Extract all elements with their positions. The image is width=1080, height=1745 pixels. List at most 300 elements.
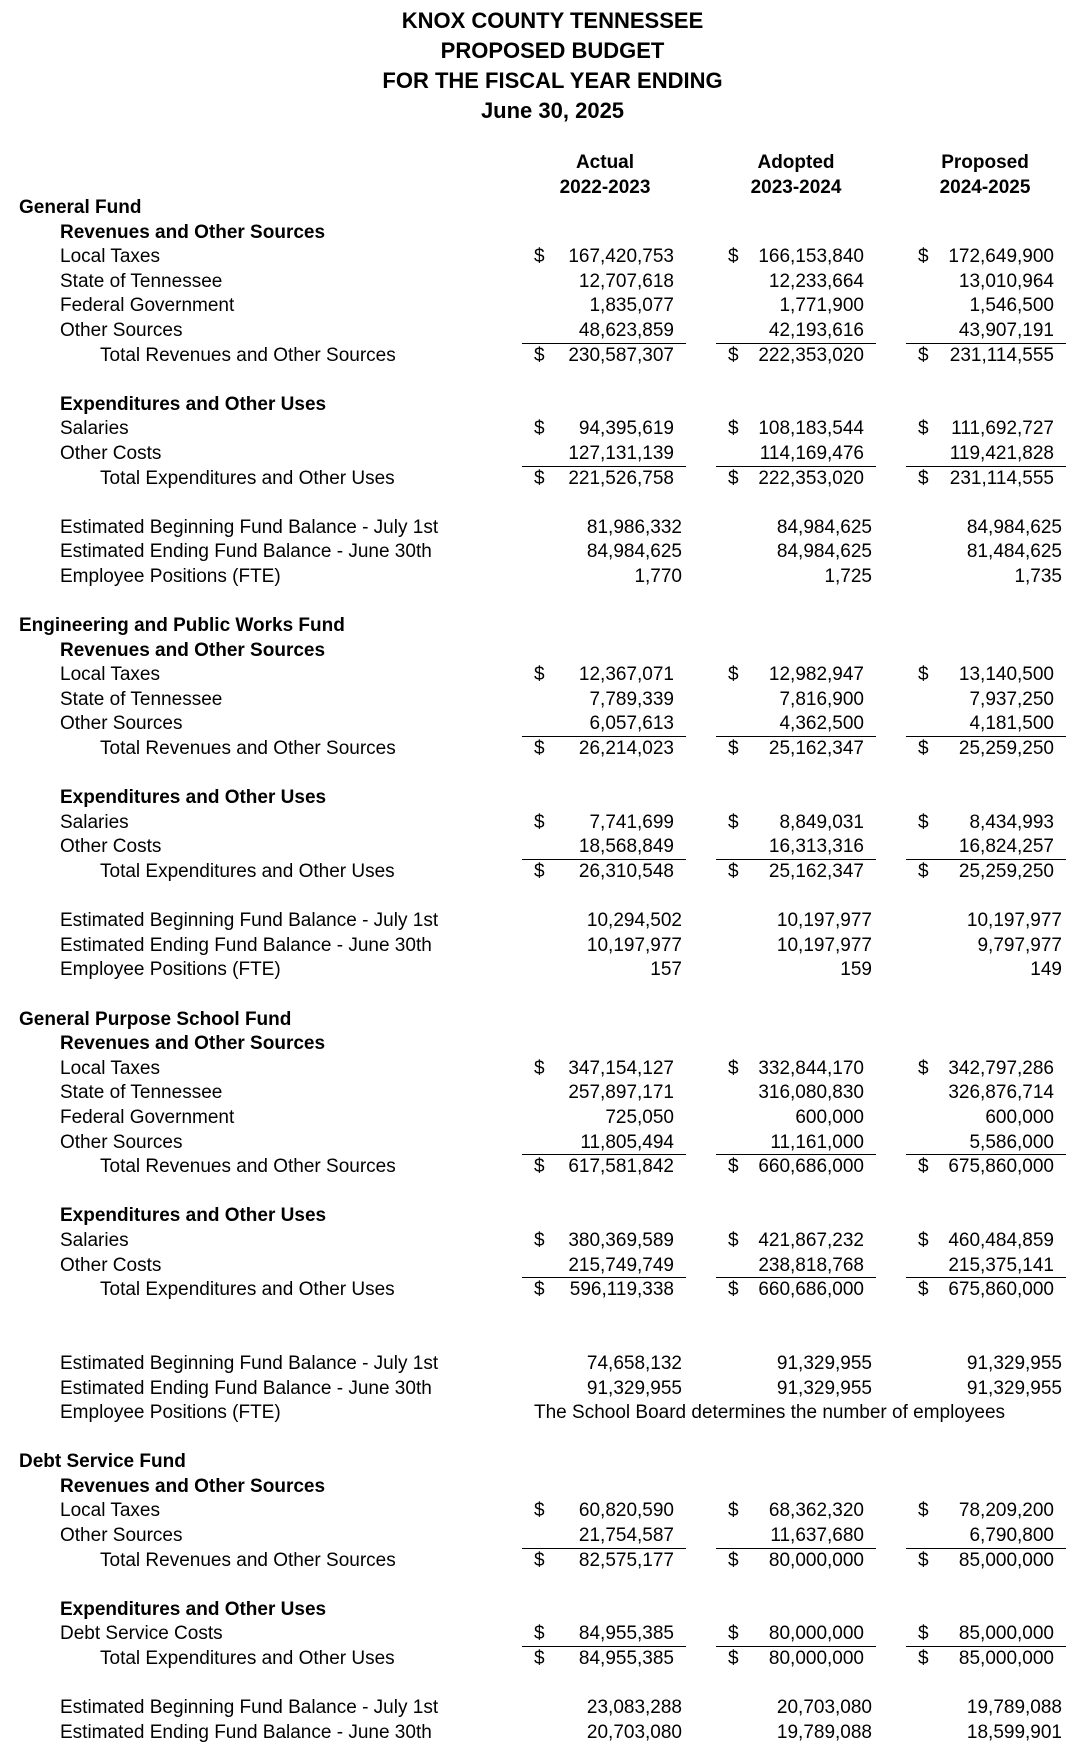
- dollar-sign: $: [534, 246, 545, 268]
- expenditure-total-row-cell: [522, 1647, 686, 1672]
- fte-row-cell: [906, 565, 1066, 590]
- ending-balance-row-cell: [716, 1721, 876, 1745]
- amount-value: 12,982,947: [768, 664, 864, 686]
- amount-value: 85,000,000: [958, 1549, 1054, 1571]
- revenue-total-row: [0, 737, 1080, 762]
- spacer: [0, 885, 1080, 910]
- amount-value: 12,367,071: [578, 664, 674, 686]
- revenue-row-cell: [906, 270, 1066, 295]
- ending-balance-row-cell: [522, 934, 686, 959]
- ending-balance-row-label: Estimated Ending Fund Balance - June 30th: [60, 1721, 432, 1743]
- expenditure-row: [0, 1622, 1080, 1647]
- amount-value: 127,131,139: [568, 442, 674, 464]
- dollar-sign: $: [534, 1057, 545, 1079]
- revenue-row-cell: [522, 294, 686, 319]
- amount-value: 11,805,494: [580, 1131, 674, 1153]
- fund-name: General Fund: [19, 197, 142, 218]
- expenditures-header-row: [0, 786, 1080, 811]
- column-header-actual: Actual 2022-2023: [559, 152, 651, 198]
- amount-value: 84,984,625: [776, 541, 872, 563]
- amount-value: 347,154,127: [568, 1057, 674, 1079]
- revenue-row-cell: [906, 245, 1066, 270]
- expenditure-row-label: Other Costs: [60, 442, 162, 464]
- amount-value: 91,329,955: [966, 1377, 1062, 1399]
- expenditures-header: Expenditures and Other Uses: [60, 1205, 327, 1227]
- expenditure-total-row-label: Total Expenditures and Other Uses: [100, 467, 395, 489]
- revenue-total-row-label: Total Revenues and Other Sources: [100, 1156, 396, 1178]
- dollar-sign: $: [918, 1156, 929, 1178]
- amount-value: 60,820,590: [578, 1500, 674, 1522]
- ending-balance-row-cell: [906, 1377, 1066, 1402]
- dollar-sign: $: [534, 418, 545, 440]
- expenditures-header-row: [0, 1204, 1080, 1229]
- revenue-row: [0, 270, 1080, 295]
- amount-value: 91,329,955: [966, 1352, 1062, 1374]
- amount-value: 231,114,555: [949, 344, 1054, 366]
- expenditure-row-cell: [906, 835, 1066, 860]
- revenue-row-label: State of Tennessee: [60, 1082, 223, 1104]
- beginning-balance-row-cell: [906, 516, 1066, 541]
- expenditure-total-row-cell: [906, 1278, 1066, 1303]
- revenue-row-label: Local Taxes: [60, 246, 160, 268]
- revenue-row-cell: [716, 1106, 876, 1131]
- revenue-row-cell: [522, 1106, 686, 1131]
- amount-value: 78,209,200: [958, 1500, 1054, 1522]
- dollar-sign: $: [918, 1648, 929, 1670]
- fte-row-label: Employee Positions (FTE): [60, 1402, 281, 1424]
- expenditure-row-cell: [522, 1622, 686, 1647]
- revenue-row: [0, 1524, 1080, 1549]
- fund-title: [0, 1450, 1080, 1475]
- amount-value: 81,986,332: [586, 516, 682, 538]
- revenue-total-row-label: Total Revenues and Other Sources: [100, 344, 396, 366]
- amount-value: 215,375,141: [948, 1254, 1054, 1276]
- dollar-sign: $: [918, 1623, 929, 1645]
- spacer: [0, 1303, 1080, 1352]
- dollar-sign: $: [918, 1229, 929, 1251]
- expenditure-row-label: Other Costs: [60, 1254, 162, 1276]
- dollar-sign: $: [918, 861, 929, 883]
- fund-section-debt: [0, 1450, 1080, 1745]
- amount-value: 10,294,502: [586, 910, 682, 932]
- revenues-header-row: [0, 221, 1080, 246]
- spacer: [0, 590, 1080, 615]
- amount-value: 8,434,993: [969, 811, 1054, 833]
- expenditure-total-row: [0, 1278, 1080, 1303]
- amount-value: 85,000,000: [958, 1648, 1054, 1670]
- amount-value: 82,575,177: [578, 1549, 674, 1571]
- amount-value: 10,197,977: [776, 934, 872, 956]
- revenue-row-cell: [906, 1524, 1066, 1549]
- revenue-row-cell: [716, 1499, 876, 1524]
- expenditure-total-row-label: Total Expenditures and Other Uses: [100, 861, 395, 883]
- amount-value: 68,362,320: [768, 1500, 864, 1522]
- expenditure-total-row-cell: [906, 467, 1066, 492]
- dollar-sign: $: [534, 811, 545, 833]
- revenue-row-label: Other Sources: [60, 1131, 183, 1153]
- amount-value: 7,816,900: [779, 688, 864, 710]
- amount-value: 84,955,385: [578, 1623, 674, 1645]
- revenue-row-cell: [906, 712, 1066, 737]
- expenditure-total-row: [0, 860, 1080, 885]
- fund-name: General Purpose School Fund: [19, 1008, 292, 1030]
- amount-value: 18,568,849: [578, 836, 674, 858]
- revenue-row-cell: [522, 688, 686, 713]
- revenue-row-cell: [522, 1081, 686, 1106]
- dollar-sign: $: [728, 1623, 739, 1645]
- amount-value: 332,844,170: [758, 1057, 864, 1079]
- amount-value: 238,818,768: [758, 1254, 864, 1276]
- spacer: [0, 1180, 1080, 1205]
- amount-value: 8,849,031: [779, 811, 864, 833]
- amount-value: 84,984,625: [586, 541, 682, 563]
- revenue-row-cell: [716, 319, 876, 344]
- amount-value: 159: [840, 959, 872, 981]
- amount-value: 660,686,000: [758, 1279, 864, 1301]
- amount-value: 26,310,548: [578, 861, 674, 883]
- revenue-total-row-cell: [522, 737, 686, 762]
- revenue-row: [0, 1081, 1080, 1106]
- revenue-row-cell: [716, 1081, 876, 1106]
- amount-value: 167,420,753: [568, 246, 674, 268]
- revenue-row-cell: [522, 319, 686, 344]
- expenditure-row: [0, 1229, 1080, 1254]
- dollar-sign: $: [728, 1500, 739, 1522]
- amount-value: 16,824,257: [958, 836, 1054, 858]
- ending-balance-row: [0, 1377, 1080, 1402]
- dollar-sign: $: [918, 1549, 929, 1571]
- amount-value: 19,789,088: [776, 1721, 872, 1743]
- amount-value: 48,623,859: [578, 319, 674, 341]
- amount-value: 231,114,555: [949, 467, 1054, 489]
- amount-value: 43,907,191: [958, 319, 1054, 341]
- dollar-sign: $: [918, 246, 929, 268]
- amount-value: 660,686,000: [758, 1156, 864, 1178]
- expenditure-row-cell: [716, 442, 876, 467]
- amount-value: 1,771,900: [779, 295, 864, 317]
- fund-section-engineering: [0, 614, 1080, 1008]
- revenue-row: [0, 294, 1080, 319]
- fte-row: [0, 958, 1080, 983]
- amount-value: 4,181,500: [969, 713, 1054, 735]
- revenue-row-cell: [906, 688, 1066, 713]
- amount-value: 80,000,000: [768, 1623, 864, 1645]
- expenditure-total-row-cell: [522, 467, 686, 492]
- beginning-balance-row-cell: [522, 909, 686, 934]
- amount-value: 85,000,000: [958, 1623, 1054, 1645]
- revenue-row-cell: [906, 294, 1066, 319]
- ending-balance-row: [0, 540, 1080, 565]
- beginning-balance-row-cell: [522, 1352, 686, 1377]
- amount-value: 20,703,080: [776, 1697, 872, 1719]
- dollar-sign: $: [728, 467, 739, 489]
- dollar-sign: $: [918, 418, 929, 440]
- amount-value: 16,313,316: [768, 836, 864, 858]
- revenue-row-cell: [906, 1499, 1066, 1524]
- fte-row-label: Employee Positions (FTE): [60, 565, 281, 587]
- amount-value: 1,735: [1014, 565, 1062, 587]
- spacer: [0, 368, 1080, 393]
- dollar-sign: $: [534, 1648, 545, 1670]
- amount-value: 1,546,500: [969, 295, 1054, 317]
- revenue-total-row-cell: [906, 737, 1066, 762]
- amount-value: 108,183,544: [758, 418, 864, 440]
- beginning-balance-row-cell: [522, 1696, 686, 1721]
- revenue-row: [0, 1106, 1080, 1131]
- amount-value: 166,153,840: [758, 246, 864, 268]
- revenue-row-label: Local Taxes: [60, 1500, 160, 1522]
- amount-value: 21,754,587: [578, 1525, 674, 1547]
- fte-row: [0, 1401, 1080, 1426]
- expenditure-total-row-cell: [716, 1647, 876, 1672]
- ending-balance-row-label: Estimated Ending Fund Balance - June 30th: [60, 1377, 432, 1399]
- amount-value: 25,259,250: [958, 861, 1054, 883]
- beginning-balance-row: [0, 516, 1080, 541]
- amount-value: 84,955,385: [578, 1648, 674, 1670]
- revenue-total-row-cell: [716, 344, 876, 369]
- revenue-row: [0, 663, 1080, 688]
- dollar-sign: $: [728, 1279, 739, 1301]
- amount-value: 114,169,476: [759, 442, 864, 464]
- budget-table: [0, 196, 1080, 1745]
- revenue-row-label: State of Tennessee: [60, 688, 223, 710]
- expenditure-row-cell: [522, 811, 686, 836]
- revenue-row-cell: [522, 1131, 686, 1156]
- title-line-1: KNOX COUNTY TENNESSEE: [401, 8, 704, 33]
- expenditure-total-row-label: Total Expenditures and Other Uses: [100, 1279, 395, 1301]
- column-header-proposed: Proposed 2024-2025: [939, 152, 1031, 198]
- amount-value: 172,649,900: [948, 246, 1054, 268]
- amount-value: 84,984,625: [966, 516, 1062, 538]
- revenues-header: Revenues and Other Sources: [60, 639, 326, 661]
- expenditure-row: [0, 417, 1080, 442]
- ending-balance-row: [0, 934, 1080, 959]
- revenue-row-cell: [716, 1131, 876, 1156]
- amount-value: 80,000,000: [768, 1648, 864, 1670]
- revenue-row-cell: [716, 712, 876, 737]
- revenue-total-row: [0, 344, 1080, 369]
- revenue-row: [0, 319, 1080, 344]
- amount-value: 13,140,500: [958, 664, 1054, 686]
- title-line-2: PROPOSED BUDGET: [440, 38, 665, 63]
- revenue-row-cell: [906, 1057, 1066, 1082]
- document-title: [0, 6, 1080, 126]
- revenue-row: [0, 245, 1080, 270]
- amount-value: 26,214,023: [578, 738, 674, 760]
- revenue-row-cell: [716, 688, 876, 713]
- revenue-row-cell: [906, 1106, 1066, 1131]
- expenditure-row-cell: [906, 1229, 1066, 1254]
- dollar-sign: $: [534, 1549, 545, 1571]
- amount-value: 7,741,699: [589, 811, 674, 833]
- amount-value: 342,797,286: [948, 1057, 1054, 1079]
- amount-value: 11,637,680: [770, 1525, 864, 1547]
- revenue-row-label: Federal Government: [60, 295, 235, 317]
- amount-value: 19,789,088: [966, 1697, 1062, 1719]
- expenditure-total-row-cell: [906, 860, 1066, 885]
- ending-balance-row-cell: [522, 540, 686, 565]
- expenditure-row-label: Salaries: [60, 811, 129, 833]
- expenditure-row-cell: [716, 1622, 876, 1647]
- expenditure-total-row-cell: [716, 860, 876, 885]
- fte-row-cell: [716, 565, 876, 590]
- dollar-sign: $: [728, 1156, 739, 1178]
- expenditure-row-label: Salaries: [60, 1229, 129, 1251]
- amount-value: 316,080,830: [758, 1082, 864, 1104]
- dollar-sign: $: [534, 1279, 545, 1301]
- title-line-4: June 30, 2025: [480, 98, 625, 123]
- expenditure-row-label: Salaries: [60, 418, 129, 440]
- fund-title: [0, 614, 1080, 639]
- dollar-sign: $: [728, 1648, 739, 1670]
- revenues-header-row: [0, 639, 1080, 664]
- spacer: [0, 762, 1080, 787]
- revenue-row-cell: [716, 270, 876, 295]
- fte-row-label: Employee Positions (FTE): [60, 959, 281, 981]
- amount-value: 4,362,500: [779, 713, 864, 735]
- dollar-sign: $: [918, 1500, 929, 1522]
- amount-value: 326,876,714: [948, 1082, 1054, 1104]
- amount-value: 222,353,020: [758, 344, 864, 366]
- spacer: [0, 1672, 1080, 1697]
- amount-value: 157: [650, 959, 682, 981]
- revenues-header: Revenues and Other Sources: [60, 1033, 326, 1055]
- beginning-balance-row-label: Estimated Beginning Fund Balance - July 1st: [60, 1352, 439, 1374]
- expenditure-row: [0, 835, 1080, 860]
- revenue-total-row-label: Total Revenues and Other Sources: [100, 738, 396, 760]
- revenue-row-cell: [522, 1524, 686, 1549]
- expenditure-row-cell: [716, 811, 876, 836]
- fte-row-cell: [522, 565, 686, 590]
- expenditure-row-cell: [906, 1254, 1066, 1279]
- dollar-sign: $: [534, 861, 545, 883]
- amount-value: 10,197,977: [966, 910, 1062, 932]
- revenue-total-row-cell: [906, 344, 1066, 369]
- beginning-balance-row-label: Estimated Beginning Fund Balance - July 1st: [60, 910, 439, 932]
- revenue-row: [0, 1131, 1080, 1156]
- amount-value: 11,161,000: [770, 1131, 864, 1153]
- expenditure-row-cell: [906, 417, 1066, 442]
- amount-value: 230,587,307: [568, 344, 674, 366]
- amount-value: 421,867,232: [758, 1229, 864, 1251]
- revenue-row-cell: [906, 663, 1066, 688]
- dollar-sign: $: [918, 467, 929, 489]
- beginning-balance-row-cell: [906, 1352, 1066, 1377]
- fte-row-cell: [716, 958, 876, 983]
- expenditure-row-cell: [522, 835, 686, 860]
- amount-value: 7,937,250: [969, 688, 1054, 710]
- beginning-balance-row: [0, 909, 1080, 934]
- revenue-row-cell: [522, 270, 686, 295]
- dollar-sign: $: [918, 664, 929, 686]
- amount-value: 380,369,589: [568, 1229, 674, 1251]
- beginning-balance-row-label: Estimated Beginning Fund Balance - July 1st: [60, 516, 439, 538]
- amount-value: 1,835,077: [589, 295, 674, 317]
- amount-value: 6,057,613: [589, 713, 674, 735]
- beginning-balance-row-cell: [906, 909, 1066, 934]
- revenues-header: Revenues and Other Sources: [60, 221, 326, 243]
- amount-value: 7,789,339: [589, 688, 674, 710]
- expenditure-row-cell: [716, 417, 876, 442]
- expenditures-header: Expenditures and Other Uses: [60, 787, 327, 809]
- amount-value: 91,329,955: [776, 1352, 872, 1374]
- fte-row: [0, 565, 1080, 590]
- amount-value: 111,692,727: [951, 418, 1054, 440]
- revenue-row-cell: [716, 245, 876, 270]
- expenditure-total-row-cell: [716, 1278, 876, 1303]
- dollar-sign: $: [728, 418, 739, 440]
- amount-value: 10,197,977: [776, 910, 872, 932]
- revenue-row: [0, 712, 1080, 737]
- revenue-row-cell: [522, 712, 686, 737]
- revenue-total-row-cell: [716, 1155, 876, 1180]
- revenue-total-row-cell: [522, 1549, 686, 1574]
- dollar-sign: $: [534, 664, 545, 686]
- expenditure-row: [0, 442, 1080, 467]
- dollar-sign: $: [534, 344, 545, 366]
- ending-balance-row-cell: [716, 540, 876, 565]
- fund-section-general: [0, 196, 1080, 614]
- ending-balance-row-cell: [522, 1721, 686, 1745]
- revenue-total-row-cell: [522, 344, 686, 369]
- amount-value: 9,797,977: [977, 934, 1062, 956]
- expenditure-total-row: [0, 467, 1080, 492]
- dollar-sign: $: [534, 1156, 545, 1178]
- revenue-row-cell: [716, 663, 876, 688]
- dollar-sign: $: [728, 246, 739, 268]
- amount-value: 25,162,347: [768, 738, 864, 760]
- dollar-sign: $: [728, 1549, 739, 1571]
- amount-value: 1,725: [824, 565, 872, 587]
- amount-value: 84,984,625: [776, 516, 872, 538]
- spacer: [0, 491, 1080, 516]
- fte-row-cell: [522, 958, 686, 983]
- beginning-balance-row-cell: [716, 909, 876, 934]
- beginning-balance-row-cell: [906, 1696, 1066, 1721]
- ending-balance-row-cell: [906, 934, 1066, 959]
- revenue-row-cell: [906, 1131, 1066, 1156]
- dollar-sign: $: [728, 861, 739, 883]
- revenues-header-row: [0, 1032, 1080, 1057]
- revenues-header-row: [0, 1475, 1080, 1500]
- expenditure-row-cell: [522, 442, 686, 467]
- revenue-row-cell: [716, 294, 876, 319]
- fund-name: Engineering and Public Works Fund: [19, 615, 345, 637]
- amount-value: 18,599,901: [966, 1721, 1062, 1743]
- expenditures-header-row: [0, 1598, 1080, 1623]
- ending-balance-row-cell: [716, 1377, 876, 1402]
- dollar-sign: $: [534, 738, 545, 760]
- amount-value: 6,790,800: [969, 1525, 1054, 1547]
- expenditure-row: [0, 1254, 1080, 1279]
- ending-balance-row-label: Estimated Ending Fund Balance - June 30th: [60, 541, 432, 563]
- amount-value: 91,329,955: [586, 1377, 682, 1399]
- amount-value: 725,050: [605, 1106, 674, 1128]
- beginning-balance-row-cell: [522, 516, 686, 541]
- revenue-row: [0, 688, 1080, 713]
- amount-value: 675,860,000: [948, 1156, 1054, 1178]
- beginning-balance-row: [0, 1696, 1080, 1721]
- amount-value: 149: [1030, 959, 1062, 981]
- expenditures-header: Expenditures and Other Uses: [60, 1598, 327, 1620]
- dollar-sign: $: [728, 664, 739, 686]
- revenue-row-cell: [522, 1499, 686, 1524]
- amount-value: 20,703,080: [586, 1721, 682, 1743]
- expenditure-row-cell: [716, 835, 876, 860]
- expenditure-row-label: Other Costs: [60, 836, 162, 858]
- amount-value: 257,897,171: [568, 1082, 674, 1104]
- revenue-row-label: Other Sources: [60, 1525, 183, 1547]
